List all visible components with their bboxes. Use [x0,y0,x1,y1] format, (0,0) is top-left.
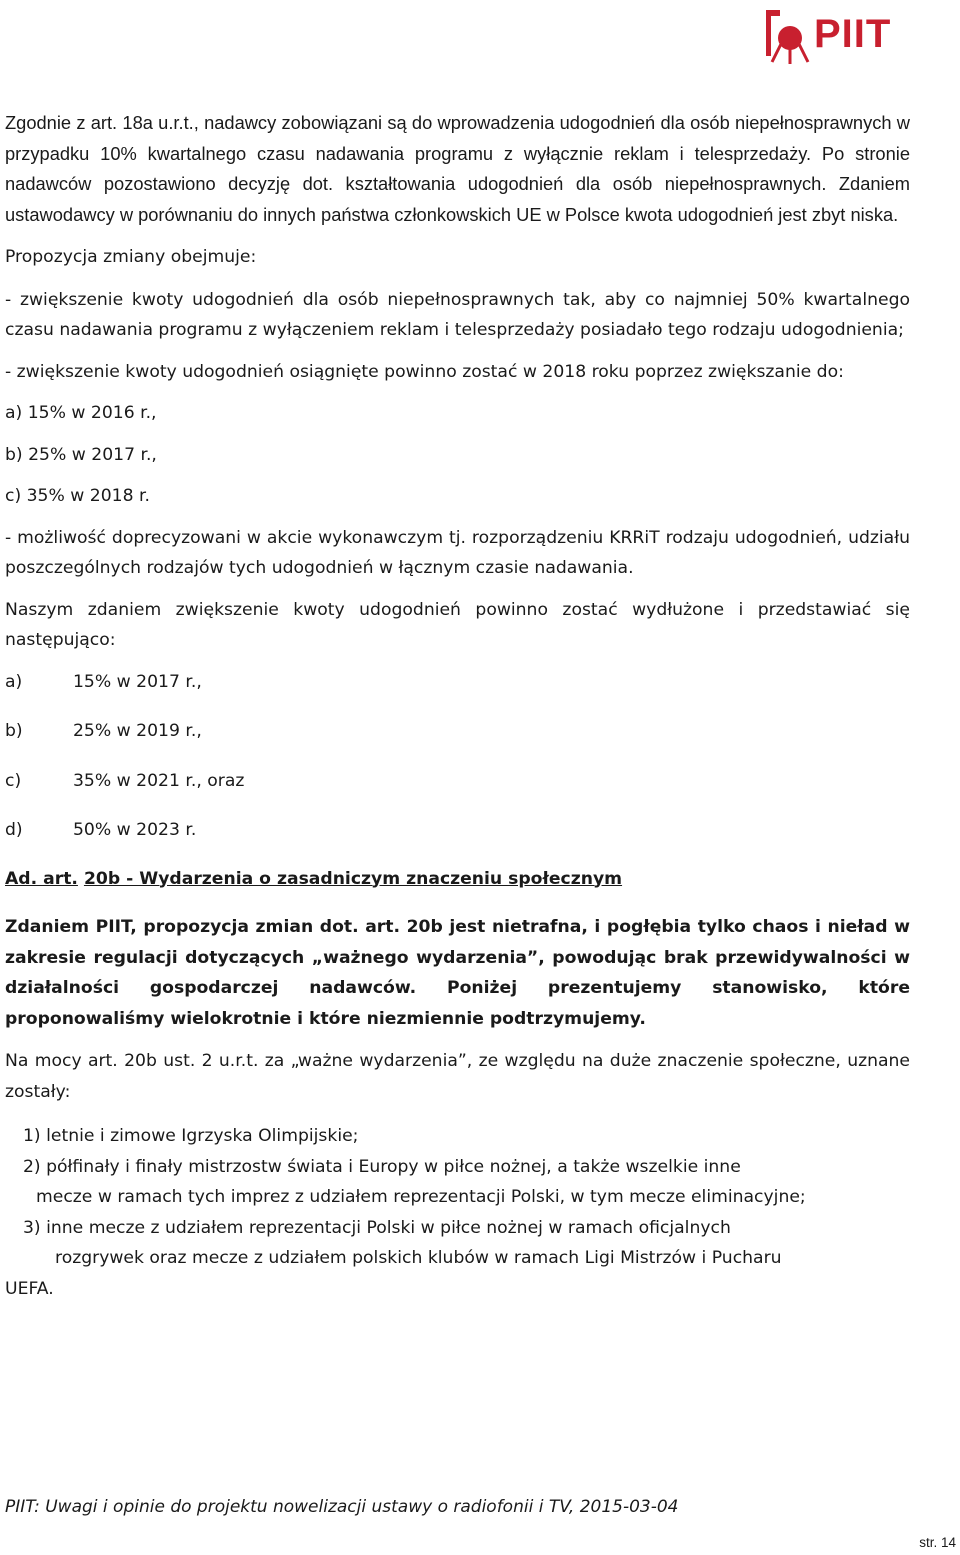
event-item-1: 1) letnie i zimowe Igrzyska Olimpijskie; [23,1126,359,1146]
page-number: str. 14 [919,1535,956,1550]
list-item [5,716,910,747]
proposal-list [5,667,910,846]
proposal-bullet-1: - zwiększenie kwoty udogodnień dla osób niepełnosprawnych tak, aby co najmniej 50% kwartalnego czasu nadawania programu z wyłączeniem reklam i telesprzedaży posiadało tego rodzaju udogodnienia; [5,289,910,340]
piit-logo-emblem-icon [762,8,814,68]
proposal-bullet-2-a: a) 15% w 2016 r., [5,403,157,423]
event-item-3-line-1: 3) inne mecze z udziałem reprezentacji Polski w piłce nożnej w ramach oficjalnych [23,1217,731,1238]
list-item [5,815,910,846]
piit-logo [762,8,912,68]
piit-position-paragraph: Zdaniem PIIT, propozycja zmian dot. art. 20b jest nietrafna, i pogłębia tylko chaos i nieład w zakresie regulacji dotyczących „ważnego wydarzenia”, powodując brak przewidywalności w działalności gospodarczej nadawców. Poniżej prezentujemy stanowisko, które proponowaliśmy wielokrotnie i które niezmiennie podtrzymujemy. [5,917,910,1029]
events-list [5,1121,910,1304]
intro-paragraph: Zgodnie z art. 18a u.r.t., nadawcy zobowiązani są do wprowadzenia udogodnień dla osób niepełnosprawnych w przypadku 10% kwartalnego czasu nadawania programu z wyłącznie reklam i telesprzedaży. Po stronie nadawców pozostawiono decyzję dot. kształtowania udogodnień dla osób niepełnosprawnych. Zdaniem ustawodawcy w porównaniu do innych państwa członkowskich UE w Polsce kwota udogodnień jest zbyt niska. [5,112,910,225]
list-item-text: 25% w 2019 r., [73,721,202,741]
event-item-3-line-2: rozgrywek oraz mecze z udziałem polskich klubów w ramach Ligi Mistrzów i Pucharu [55,1248,782,1268]
list-item-text: 50% w 2023 r. [73,820,197,840]
list-item-text: 35% w 2021 r., oraz [73,770,245,791]
proposal-bullet-3: - możliwość doprecyzowani w akcie wykonawczym tj. rozporządzeniu KRRiT rodzaju udogodnień, udziału poszczególnych rodzajów tych udogodnień w łącznym czasie nadawania. [5,527,910,578]
proposal-intro: Propozycja zmiany obejmuje: [5,247,257,267]
proposal-bullet-2-b: b) 25% w 2017 r., [5,444,157,465]
section-heading-prefix: Ad. art. [5,868,78,889]
document-footer: PIIT: Uwagi i opinie do projektu nowelizacji ustawy o radiofonii i TV, 2015-03-04 [5,1497,679,1517]
section-heading [5,864,910,895]
section-heading-title: 20b - Wydarzenia o zasadniczym znaczeniu społecznym [83,868,623,889]
event-item-3-line-3: UEFA. [5,1278,54,1299]
opinion-paragraph: Naszym zdaniem zwiększenie kwoty udogodnień powinno zostać wydłużone i przedstawiać się następująco: [5,599,910,650]
proposal-bullet-2: - zwiększenie kwoty udogodnień osiągnięte powinno zostać w 2018 roku poprzez zwiększanie do: [5,361,844,382]
list-item [5,766,910,797]
list-item [5,667,910,698]
list-item-letter: d) [5,820,23,840]
list-item-letter: a) [5,671,23,692]
list-item-letter: c) [5,770,22,791]
list-item-text: 15% w 2017 r., [73,671,202,692]
logo-text: PIIT [814,12,892,56]
legal-basis-paragraph: Na mocy art. 20b ust. 2 u.r.t. za „ważne wydarzenia”, ze względu na duże znaczenie społeczne, uznane zostały: [5,1051,910,1102]
document-body [5,108,910,1304]
event-item-2-line-1: 2) półfinały i finały mistrzostw świata i Europy w piłce nożnej, a także wszelkie inne [23,1156,741,1177]
event-item-2-line-2: mecze w ramach tych imprez z udziałem reprezentacji Polski, w tym mecze eliminacyjne; [36,1187,806,1207]
list-item-letter: b) [5,721,23,741]
proposal-bullet-2-c: c) 35% w 2018 r. [5,486,150,506]
